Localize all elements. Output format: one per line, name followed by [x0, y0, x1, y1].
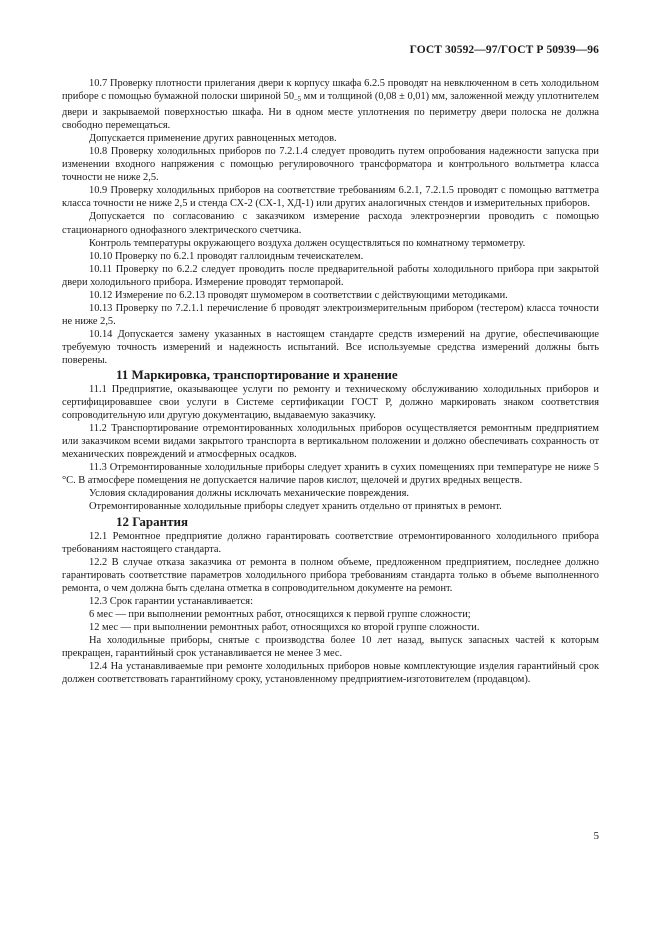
paragraph-10-14: 10.14 Допускается замену указанных в настоящем стандарте средств измерений на другие, обеспечивающие требуемую точность измерений и надежность испытаний. Все используемые средства измерений должны быть поверены. — [62, 328, 599, 366]
paragraph-10-13: 10.13 Проверку по 7.2.1.1 перечисление б проводят электроизмерительным прибором (тестером) класса точности не ниже 2,5. — [62, 302, 599, 327]
tolerance-subscript: –5 — [294, 95, 302, 104]
paragraph-10-8: 10.8 Проверку холодильных приборов по 7.2.1.4 следует проводить путем опробования надежности запуска при изменении входного напряжения с помощью регулировочного трансформатора и контрольного вольтметра класса точности не ниже 2,5. — [62, 146, 599, 184]
paragraph-10-10: 10.10 Проверку по 6.2.1 проводят галлоидным течеискателем. — [89, 250, 364, 262]
paragraph-10-9-control: Контроль температуры окружающего воздуха должен осуществляться по комнатному термометру. — [89, 237, 526, 249]
document-body — [62, 77, 599, 686]
paragraph-11-3-separate: Отремонтированные холодильные приборы следует хранить отдельно от принятых в ремонт. — [89, 501, 502, 513]
paragraph-11-1: 11.1 Предприятие, оказывающее услуги по ремонту и техническому обслуживанию холодильных приборов и сертифицировавшее свои услуги в Системе сертификации ГОСТ Р, должно маркировать знаком соответствия сопроводительную или другую документацию, выдаваемую заказчику. — [62, 384, 599, 422]
paragraph-12-3-second-group: 12 мес — при выполнении ремонтных работ, относящихся ко второй группе сложности. — [89, 621, 480, 633]
paragraph-11-3-storage: Условия складирования должны исключать механические повреждения. — [89, 488, 409, 500]
paragraph-10-7: 10.7 Проверку плотности прилегания двери к корпусу шкафа 6.2.5 проводят на невключенном в сеть холодильном приборе с помощью бумажной полоски шириной $50_{-5}$ мм и толщиной (0,08 ± 0,01) мм, заложенной между уплотнителем двери и закрываемой поверхностью шкафа. Ни в одном месте уплотнения по периметру двери полоска не должна свободно перемещаться. — [62, 78, 599, 132]
paragraph-10-11: 10.11 Проверку по 6.2.2 следует проводить после предварительной работы холодильного прибора при закрытой двери холодильного прибора. Измерение проводят термопарой. — [62, 263, 599, 288]
paragraph-10-7-note: Допускается применение других равноценных методов. — [89, 133, 337, 145]
paragraph-12-3-discontinued: На холодильные приборы, снятые с производства более 10 лет назад, выпуск запасных частей к которым прекращен, гарантийный срок устанавливается не менее 3 мес. — [62, 634, 599, 659]
paragraph-12-4: 12.4 На устанавливаемые при ремонте холодильных приборов новые комплектующие изделия гарантийный срок должен соответствовать гарантийному сроку, установленному предприятием-изготовителем (продавцом). — [62, 660, 599, 686]
paragraph-11-2: 11.2 Транспортирование отремонтированных холодильных приборов осуществляется ремонтным предприятием или заказчиком всеми видами закрытого транспорта в вертикальном положении и должно обеспечивать сохранность от механических повреждений и атмосферных осадков. — [62, 423, 599, 461]
section-11-title: 11 Маркировка, транспортирование и хранение — [116, 367, 398, 383]
paragraph-12-1: 12.1 Ремонтное предприятие должно гарантировать соответствие отремонтированного холодильного прибора требованиям настоящего стандарта. — [62, 530, 599, 555]
paragraph-12-3: 12.3 Срок гарантии устанавливается: — [89, 595, 253, 607]
page-number: 5 — [593, 830, 599, 842]
paragraph-10-9: 10.9 Проверку холодильных приборов на соответствие требованиям 6.2.1, 7.2.1.5 проводят с помощью ваттметра класса точности не ниже 2,5 и стенда СХ-2 (СХ-1, ХД-1) или других аналогичных стендов и измерительных приборов. — [62, 185, 599, 210]
paragraph-12-2: 12.2 В случае отказа заказчика от ремонта в полном объеме, предложенном предприятием, последнее должно гарантировать соответствие параметров холодильного прибора требованиям стандарта только в объеме выполненного ремонта, о чем должна быть сделана отметка в сопроводительном документе на ремонт. — [62, 556, 599, 594]
paragraph-10-12: 10.12 Измерение по 6.2.13 проводят шумомером в соответствии с действующими методиками. — [89, 289, 508, 301]
paragraph-11-3: 11.3 Отремонтированные холодильные приборы следует хранить в сухих помещениях при температуре не ниже 5 °С. В атмосфере помещения не допускается наличие паров кислот, щелочей и других вредных веществ. — [62, 462, 599, 487]
paragraph-10-9-note: Допускается по согласованию с заказчиком измерение расхода электроэнергии проводить с помощью стационарного однофазного электрического счетчика. — [62, 211, 599, 236]
paragraph-12-3-first-group: 6 мес — при выполнении ремонтных работ, относящихся к первой группе сложности; — [89, 608, 471, 620]
document-header: ГОСТ 30592—97/ГОСТ Р 50939—96 — [409, 44, 599, 56]
section-12-title: 12 Гарантия — [116, 513, 189, 529]
